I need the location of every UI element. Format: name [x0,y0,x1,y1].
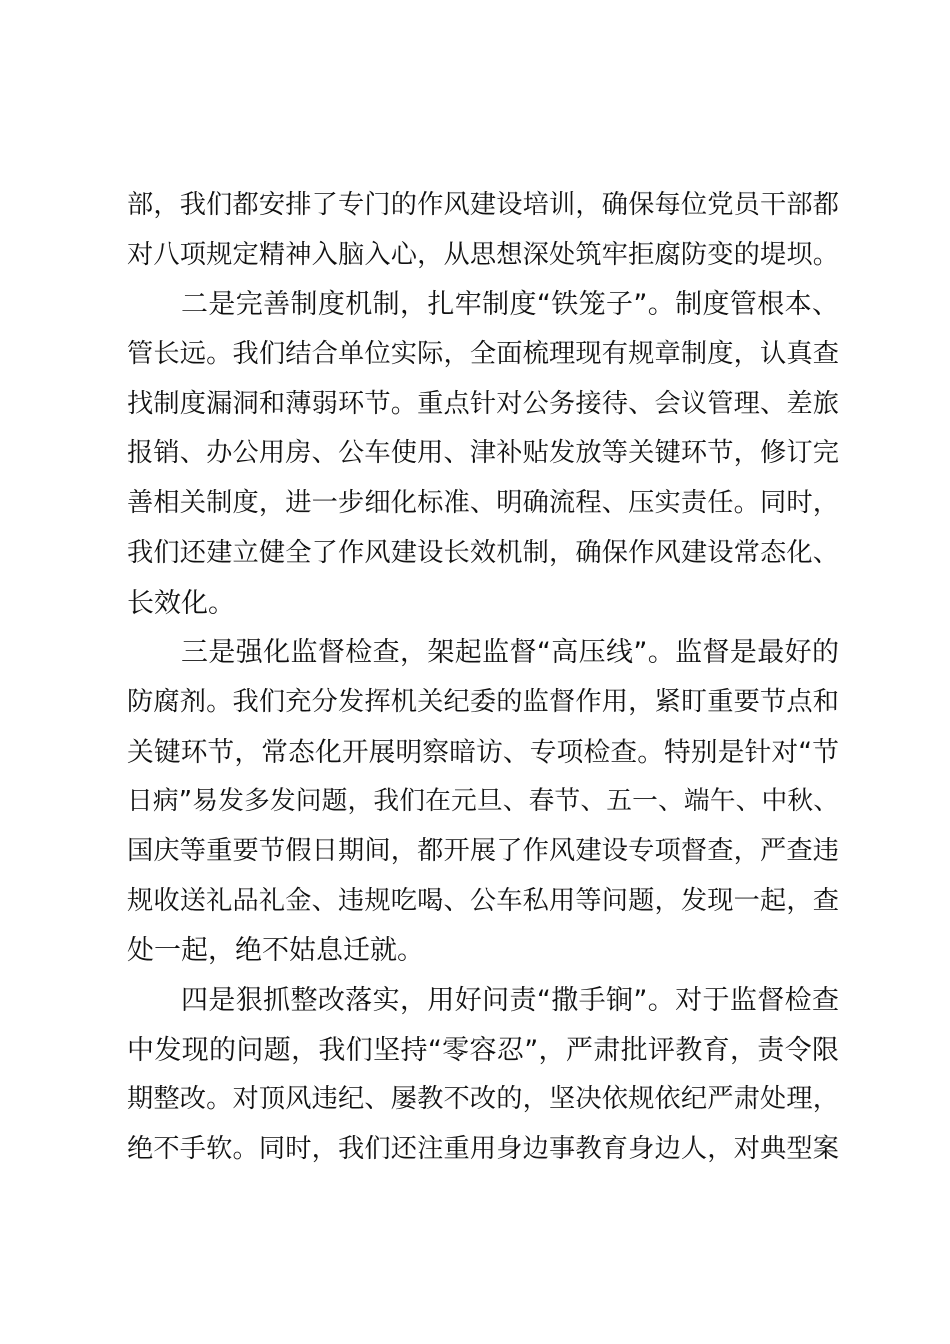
text-line: 我们还建立健全了作风建设长效机制，确保作风建设常态化、 [127,537,839,568]
text-line: 部，我们都安排了专门的作风建设培训，确保每位党员干部都 [127,190,839,220]
text-line: 管长远。我们结合单位实际，全面梳理现有规章制度，认真查 [127,339,839,370]
text-line: 日病”易发多发问题，我们在元旦、春节、五一、端午、中秋、 [127,786,839,817]
text-line: 四是狠抓整改落实，用好问责“撒手锏”。对于监督检查 [181,985,839,1016]
text-line: 长效化。 [127,587,235,619]
text-line: 防腐剂。我们充分发挥机关纪委的监督作用，紧盯重要节点和 [127,686,839,717]
text-line: 善相关制度，进一步细化标准、明确流程、压实责任。同时， [127,488,839,519]
text-line: 对八项规定精神入脑入心，从思想深处筑牢拒腐防变的堤坝。 [127,239,839,270]
text-line: 找制度漏洞和薄弱环节。重点针对公务接待、会议管理、差旅 [127,388,839,419]
text-line: 处一起，绝不姑息迁就。 [127,935,424,967]
text-line: 规收送礼品礼金、违规吃喝、公车私用等问题，发现一起，查 [127,885,839,916]
text-line: 二是完善制度机制，扎牢制度“铁笼子”。制度管根本、 [181,289,839,321]
text-line: 绝不手软。同时，我们还注重用身边事教育身边人，对典型案 [127,1134,839,1165]
text-line: 中发现的问题，我们坚持“零容忍”，严肃批评教育，责令限 [127,1034,839,1066]
text-line: 期整改。对顶风违纪、屡教不改的，坚决依规依纪严肃处理， [127,1084,839,1115]
body-text [127,181,839,1175]
text-line: 报销、办公用房、公车使用、津补贴发放等关键环节，修订完 [127,438,839,469]
text-line: 关键环节，常态化开展明察暗访、专项检查。特别是针对“节 [127,736,839,768]
text-line: 三是强化监督检查，架起监督“高压线”。监督是最好的 [181,637,839,669]
text-line: 国庆等重要节假日期间，都开展了作风建设专项督查，严查违 [127,835,839,866]
